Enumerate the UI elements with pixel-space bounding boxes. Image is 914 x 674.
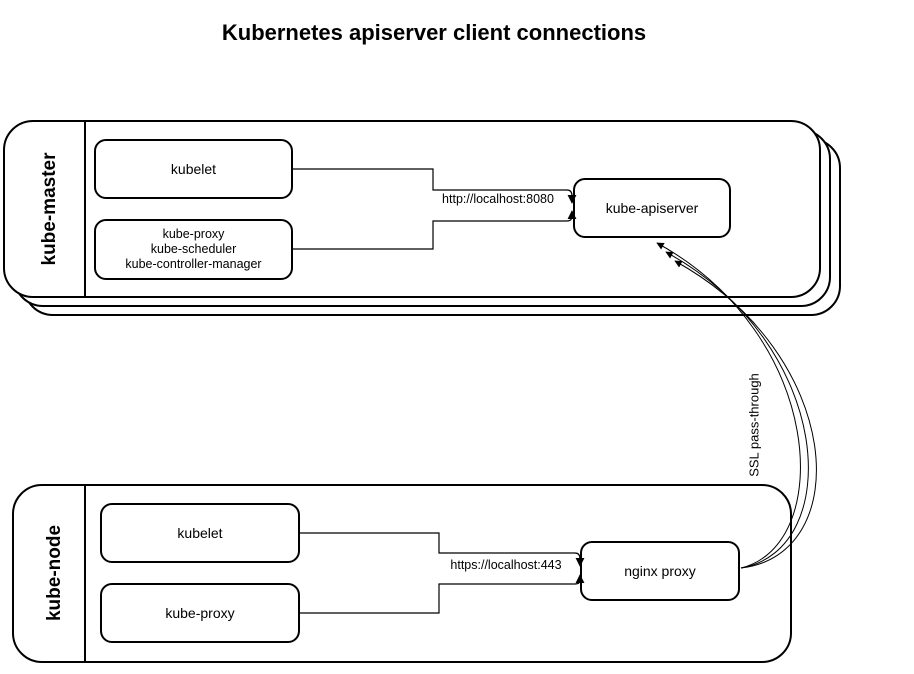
node-edge-url-label: https://localhost:443: [450, 558, 562, 572]
node-kubelet-label: kubelet: [177, 524, 223, 541]
master-control-plane-label: [125, 227, 261, 272]
kube-node-label: kube-node: [44, 524, 65, 622]
diagram-title: Kubernetes apiserver client connections: [221, 20, 647, 45]
kube-node-label-divider: [84, 484, 86, 663]
master-control-plane-node: [94, 219, 293, 280]
kube-apiserver-node: [573, 178, 731, 238]
ssl-passthrough-label: SSL pass-through: [746, 373, 762, 477]
nginx-proxy-label: nginx proxy: [624, 562, 696, 579]
master-kubelet-label: kubelet: [170, 160, 217, 177]
kube-scheduler-label: kube-scheduler: [150, 242, 237, 256]
master-edge-url-label: http://localhost:8080: [442, 192, 554, 206]
master-kubelet-node: [94, 139, 293, 199]
node-kube-proxy-node: [100, 583, 300, 643]
kube-apiserver-label: kube-apiserver: [605, 199, 699, 216]
kube-master-label: kube-master: [39, 152, 60, 266]
node-kubelet-node: [100, 503, 300, 563]
nginx-proxy-node: [580, 541, 740, 601]
kube-controller-manager-label: kube-controller-manager: [125, 257, 262, 271]
kube-master-label-divider: [84, 120, 86, 298]
node-kube-proxy-label: kube-proxy: [165, 604, 235, 621]
kube-proxy-label: kube-proxy: [162, 227, 225, 241]
